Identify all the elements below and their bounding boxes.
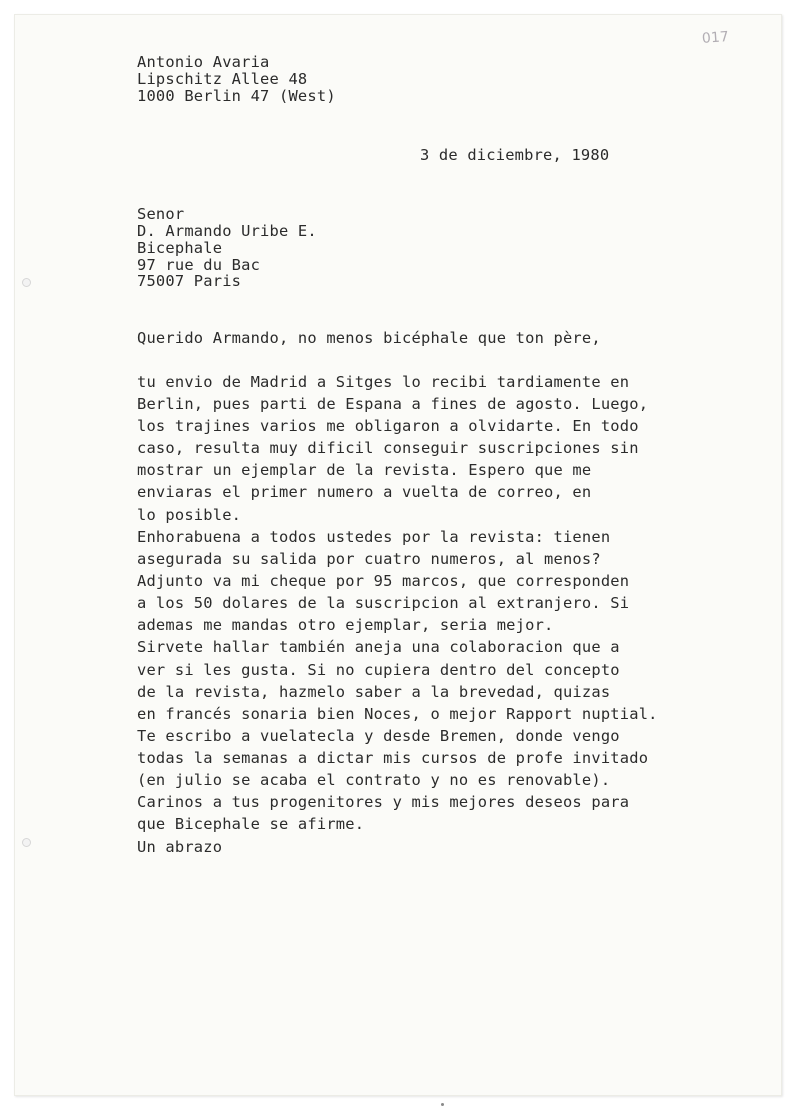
body-line: caso, resulta muy dificil conseguir suscripciones sin — [137, 439, 639, 457]
body-line: ver si les gusta. Si no cupiera dentro del concepto — [137, 661, 620, 679]
body-line: Adjunto va mi cheque por 95 marcos, que corresponden — [137, 572, 630, 590]
body-line: Te escribo a vuelatecla y desde Bremen, donde vengo — [137, 727, 620, 745]
body-line: Sirvete hallar también aneja una colaboracion que a — [137, 638, 620, 656]
recipient-city: 75007 Paris — [137, 272, 242, 290]
body-line: ademas me mandas otro ejemplar, seria mejor. — [137, 616, 554, 634]
body-line: a los 50 dolares de la suscripcion al extranjero. Si — [137, 594, 630, 612]
body-line: enviaras el primer numero a vuelta de correo, en — [137, 483, 592, 501]
paper-speck — [441, 1103, 444, 1106]
body-line: tu envio de Madrid a Sitges lo recibi tardiamente en — [137, 373, 630, 391]
sender-street: Lipschitz Allee 48 — [137, 70, 308, 88]
closing: Un abrazo — [137, 838, 223, 856]
body-line: de la revista, hazmelo saber a la brevedad, quizas — [137, 683, 611, 701]
archive-number: 017 — [701, 29, 730, 47]
punch-hole-bottom — [22, 838, 31, 847]
body-line: Enhorabuena a todos ustedes por la revista: tienen — [137, 528, 611, 546]
letter-date: 3 de diciembre, 1980 — [420, 146, 610, 164]
body-line: todas la semanas a dictar mis cursos de profe invitado — [137, 749, 649, 767]
body-line: mostrar un ejemplar de la revista. Espero que me — [137, 461, 592, 479]
body-line: Carinos a tus progenitores y mis mejores deseos para — [137, 793, 630, 811]
punch-hole-top — [22, 278, 31, 287]
sender-name: Antonio Avaria — [137, 53, 270, 71]
recipient-name: D. Armando Uribe E. — [137, 222, 317, 240]
body-line: en francés sonaria bien Noces, o mejor Rapport nuptial. — [137, 705, 658, 723]
body-line: los trajines varios me obligaron a olvidarte. En todo — [137, 417, 639, 435]
greeting: Querido Armando, no menos bicéphale que ton père, — [137, 329, 601, 347]
body-line: que Bicephale se afirme. — [137, 815, 365, 833]
recipient-street: 97 rue du Bac — [137, 256, 261, 274]
body-line: Berlin, pues parti de Espana a fines de agosto. Luego, — [137, 395, 649, 413]
recipient-org: Bicephale — [137, 239, 223, 257]
body-line: (en julio se acaba el contrato y no es renovable). — [137, 771, 611, 789]
body-line: lo posible. — [137, 506, 242, 524]
recipient-salutation: Senor — [137, 205, 185, 223]
sender-city: 1000 Berlin 47 (West) — [137, 87, 336, 105]
body-line: asegurada su salida por cuatro numeros, al menos? — [137, 550, 601, 568]
